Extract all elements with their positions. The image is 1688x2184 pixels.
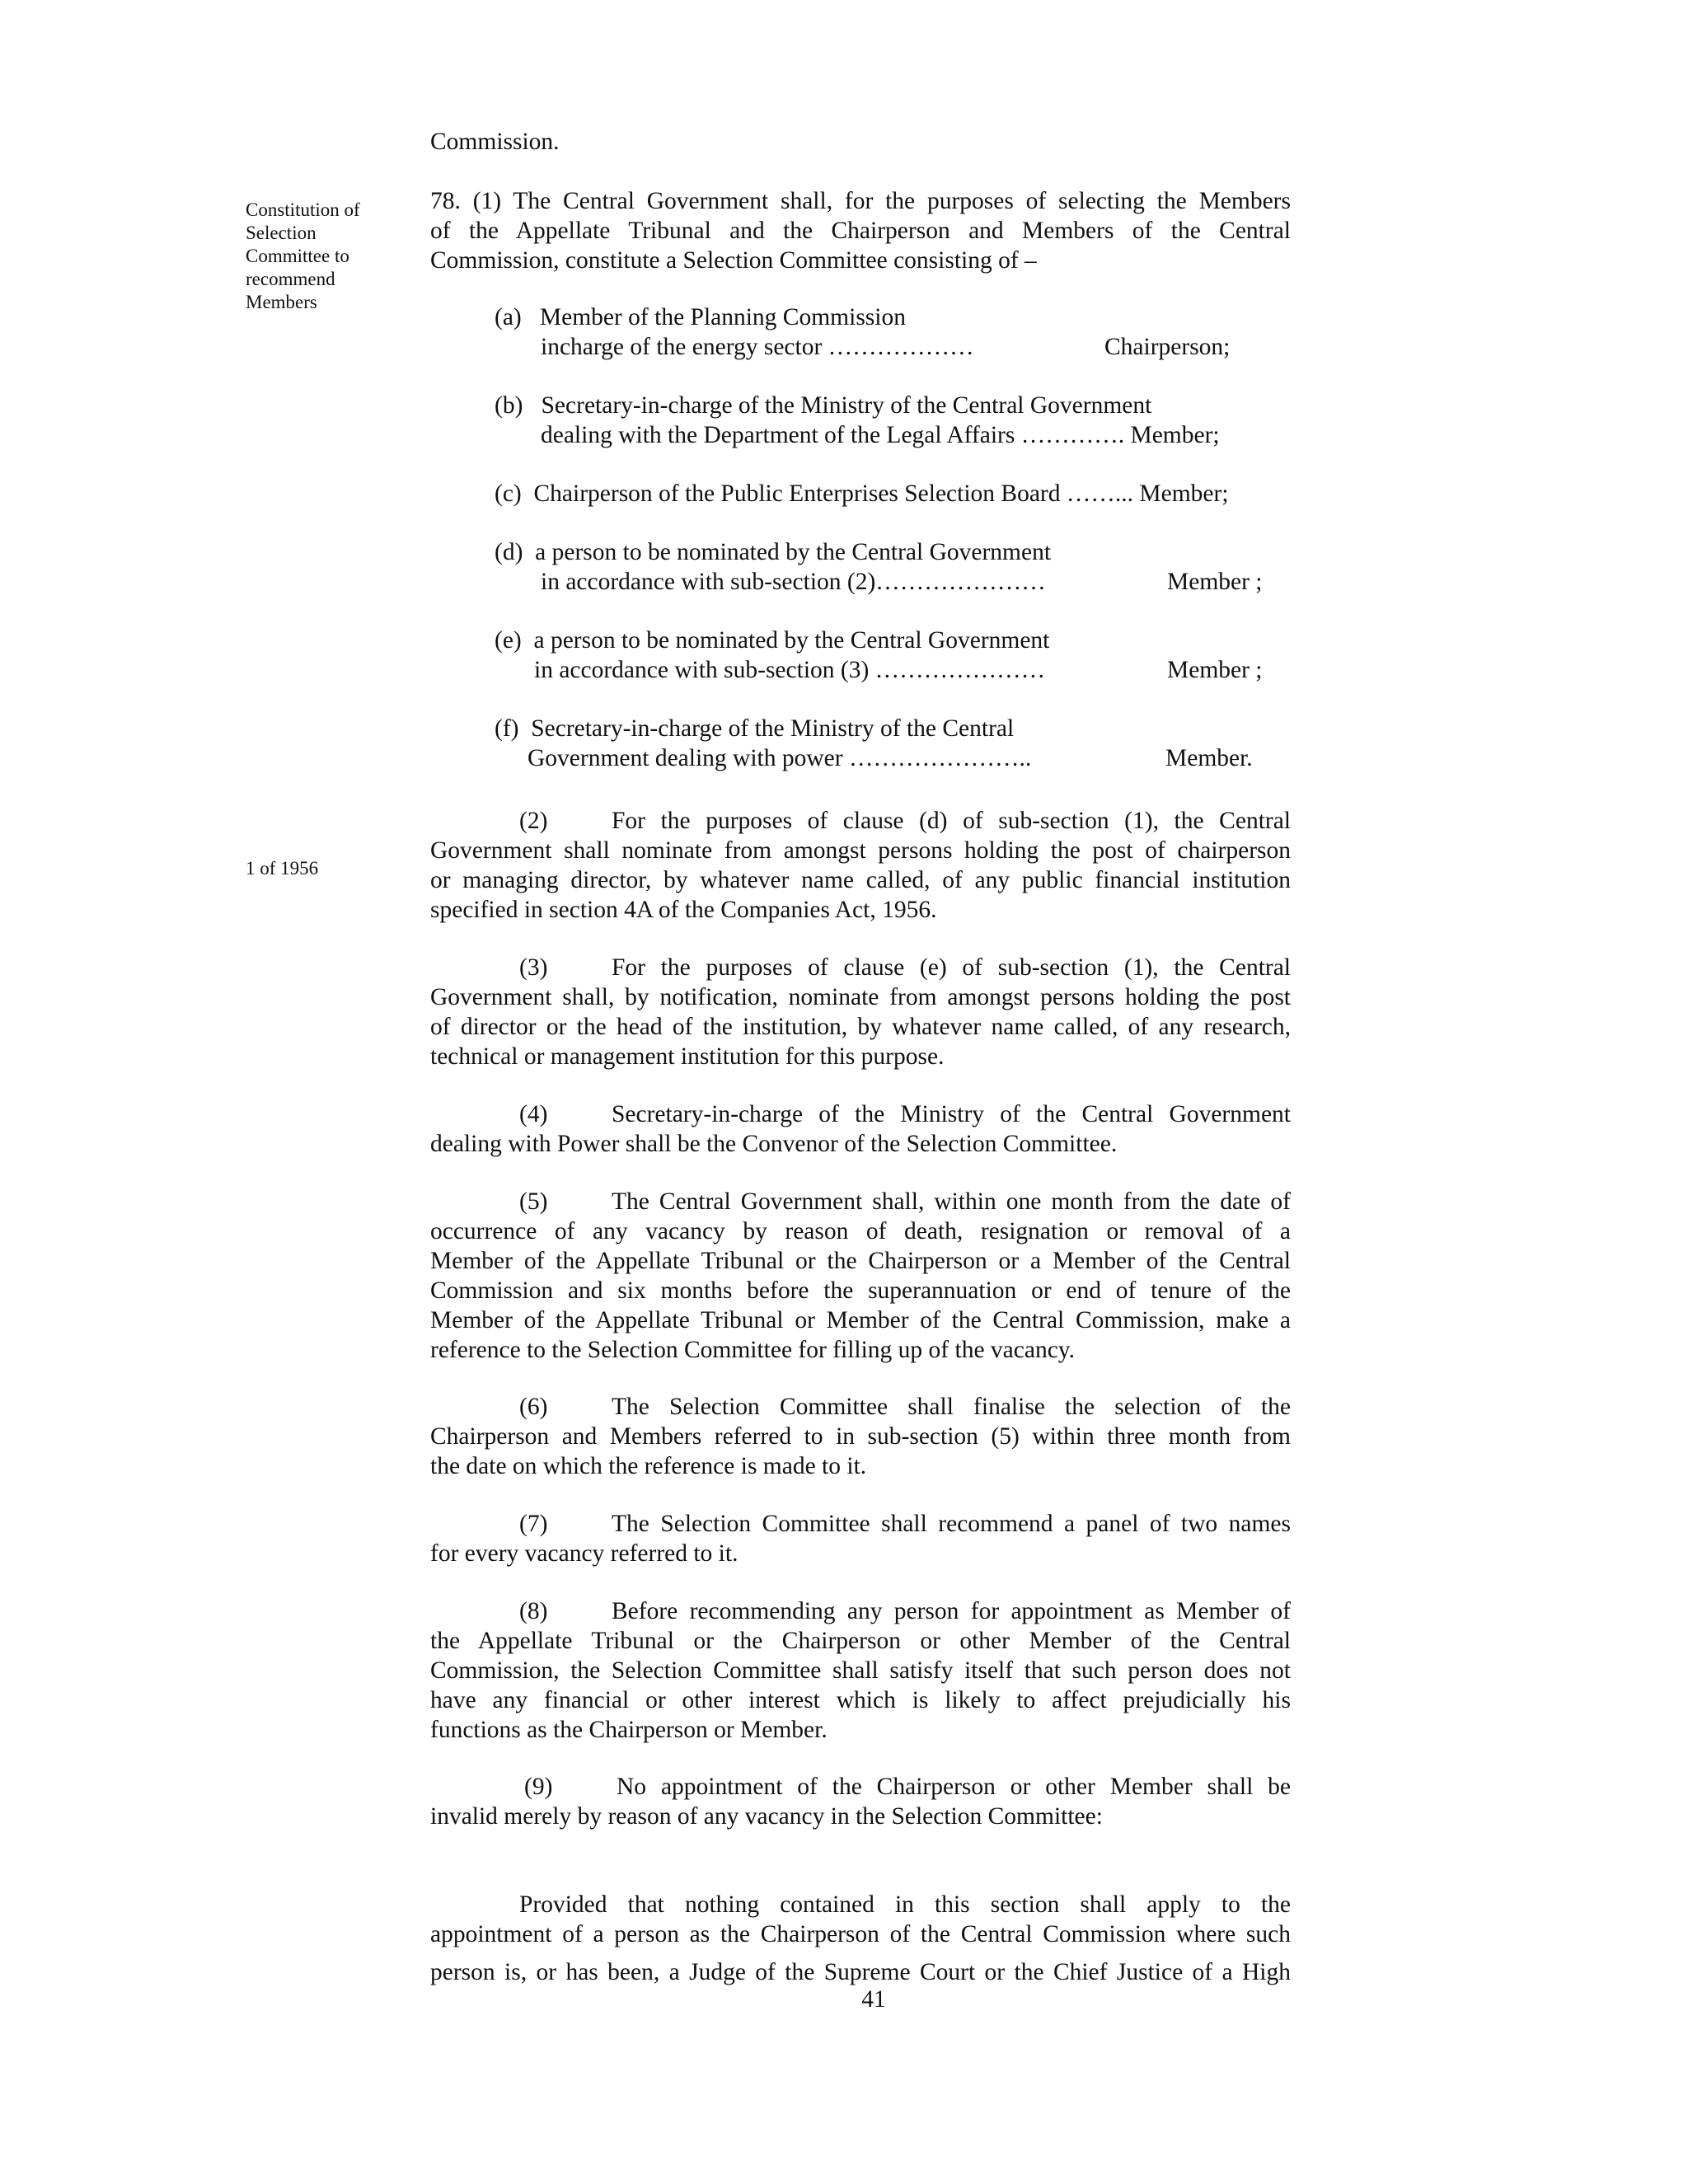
- text-run: The Selection Committee shall finalise the selection of the: [612, 1394, 1291, 1420]
- text-line: 78. (1) The Central Government shall, for the purposes of selecting the Members: [430, 188, 1291, 214]
- text-run: Secretary-in-charge of the Ministry of the Central Government: [612, 1101, 1291, 1127]
- text-line: have any financial or other interest which is likely to affect prejudicially his: [430, 1687, 1291, 1713]
- item-c-line1: (c) Chairperson of the Public Enterprises Selection Board ……... Member;: [495, 480, 1229, 507]
- text-run: The Selection Committee shall recommend a panel of two names: [612, 1511, 1291, 1537]
- margin-note-line: recommend: [246, 269, 335, 289]
- text-line: reference to the Selection Committee for filling up of the vacancy.: [430, 1337, 1075, 1363]
- text-line: [430, 1772, 1291, 1802]
- text-line: invalid merely by reason of any vacancy in the Selection Committee:: [430, 1803, 1103, 1830]
- subsection-number: (5): [519, 1188, 548, 1215]
- subsection-number: (6): [519, 1394, 548, 1420]
- margin-note-act-reference: 1 of 1956: [246, 858, 319, 879]
- subsection-5: [430, 1187, 1291, 1365]
- subsection-6: [430, 1392, 1291, 1481]
- text-line: Member of the Appellate Tribunal or the Chairperson or a Member of the Central: [430, 1248, 1291, 1274]
- text-line: of director or the head of the institution, by whatever name called, of any research,: [430, 1014, 1291, 1040]
- text-line: [430, 1509, 1291, 1539]
- item-a-role: Chairperson;: [1104, 334, 1231, 360]
- margin-note-line: Committee to: [246, 246, 349, 266]
- text-line: technical or management institution for this purpose.: [430, 1043, 945, 1070]
- margin-note-line: Selection: [246, 223, 316, 243]
- text-line: [430, 1099, 1291, 1129]
- subsection-3: [430, 953, 1291, 1071]
- text-line: occurrence of any vacancy by reason of death, resignation or removal of a: [430, 1218, 1291, 1244]
- text-line: [430, 1187, 1291, 1216]
- text-line: [430, 1392, 1291, 1422]
- text-line: Commission, the Selection Committee shall satisfy itself that such person does not: [430, 1657, 1291, 1684]
- text-line: Commission, constitute a Selection Committee consisting of –: [430, 247, 1037, 274]
- text-line: specified in section 4A of the Companies Act, 1956.: [430, 897, 937, 923]
- item-d-line1: (d) a person to be nominated by the Central Government: [495, 539, 1052, 565]
- margin-note-constitution: [246, 199, 386, 314]
- subsection-number: (2): [519, 808, 548, 834]
- text-line: Member of the Appellate Tribunal or Member of the Central Commission, make a: [430, 1307, 1291, 1333]
- subsection-2: [430, 806, 1291, 925]
- text-line: [430, 953, 1291, 982]
- text-run: For the purposes of clause (e) of sub-section (1), the Central: [612, 954, 1291, 981]
- cut-off-line: [430, 1957, 1291, 1985]
- subsection-7: [430, 1509, 1291, 1568]
- text-line: [430, 1596, 1291, 1626]
- subsection-number: (8): [519, 1598, 548, 1624]
- text-line: dealing with Power shall be the Convenor of the Selection Committee.: [430, 1131, 1118, 1157]
- subsection-4: [430, 1099, 1291, 1159]
- item-a-line2: incharge of the energy sector ………………: [541, 334, 974, 360]
- item-f-line1: (f) Secretary-in-charge of the Ministry of the Central: [495, 715, 1015, 742]
- text-run: Provided that nothing contained in this section shall apply to the: [519, 1891, 1291, 1918]
- text-line: or managing director, by whatever name called, of any public financial institution: [430, 867, 1291, 893]
- item-a-line1: (a) Member of the Planning Commission: [495, 304, 906, 330]
- text-line: [430, 1890, 1291, 1919]
- margin-note-line: Members: [246, 292, 317, 312]
- text-line: for every vacancy referred to it.: [430, 1540, 738, 1567]
- text-line: of the Appellate Tribunal and the Chairperson and Members of the Central: [430, 218, 1291, 244]
- subsection-number: (3): [519, 954, 548, 981]
- text-run: For the purposes of clause (d) of sub-section (1), the Central: [612, 808, 1291, 834]
- text-line: Chairperson and Members referred to in sub-section (5) within three month from: [430, 1423, 1291, 1450]
- item-d-role: Member ;: [1167, 569, 1263, 595]
- text-line: [430, 806, 1291, 836]
- item-f-role: Member.: [1165, 745, 1253, 771]
- subsection-9: [430, 1772, 1291, 1831]
- subsection-number: (4): [519, 1101, 548, 1127]
- proviso: [430, 1890, 1291, 1949]
- page-number: 41: [861, 1986, 886, 2013]
- text-line: the date on which the reference is made to it.: [430, 1453, 867, 1479]
- item-f-line2: Government dealing with power …………………..: [528, 745, 1032, 771]
- item-e-line1: (e) a person to be nominated by the Central Government: [495, 627, 1050, 654]
- text-line: Commission and six months before the superannuation or end of tenure of the: [430, 1277, 1291, 1304]
- item-b-line2: dealing with the Department of the Legal Affairs …………. Member;: [541, 422, 1220, 448]
- subsection-number: (7): [519, 1511, 548, 1537]
- text-run: Before recommending any person for appointment as Member of: [612, 1598, 1291, 1624]
- text-line: functions as the Chairperson or Member.: [430, 1717, 828, 1743]
- text-line: person is, or has been, a Judge of the Supreme Court or the Chief Justice of a High: [430, 1959, 1291, 1985]
- text-run: No appointment of the Chairperson or other Member shall be: [617, 1774, 1291, 1800]
- item-d-line2: in accordance with sub-section (2)…………………: [541, 569, 1046, 595]
- margin-note-line: Constitution of: [246, 199, 360, 220]
- continuation-text: Commission.: [430, 129, 560, 155]
- text-line: appointment of a person as the Chairperson of the Central Commission where such: [430, 1921, 1291, 1947]
- text-line: Government shall, by notification, nominate from amongst persons holding the post: [430, 984, 1291, 1010]
- item-b-line1: (b) Secretary-in-charge of the Ministry of the Central Government: [495, 392, 1152, 419]
- section-78-intro: [430, 186, 1291, 275]
- text-line: Government shall nominate from amongst persons holding the post of chairperson: [430, 837, 1291, 864]
- item-e-role: Member ;: [1167, 657, 1263, 683]
- text-run: The Central Government shall, within one month from the date of: [612, 1188, 1291, 1215]
- subsection-8: [430, 1596, 1291, 1745]
- subsection-number: (9): [524, 1774, 553, 1800]
- item-e-line2: in accordance with sub-section (3) …………………: [534, 657, 1046, 683]
- text-line: the Appellate Tribunal or the Chairperson or other Member of the Central: [430, 1628, 1291, 1654]
